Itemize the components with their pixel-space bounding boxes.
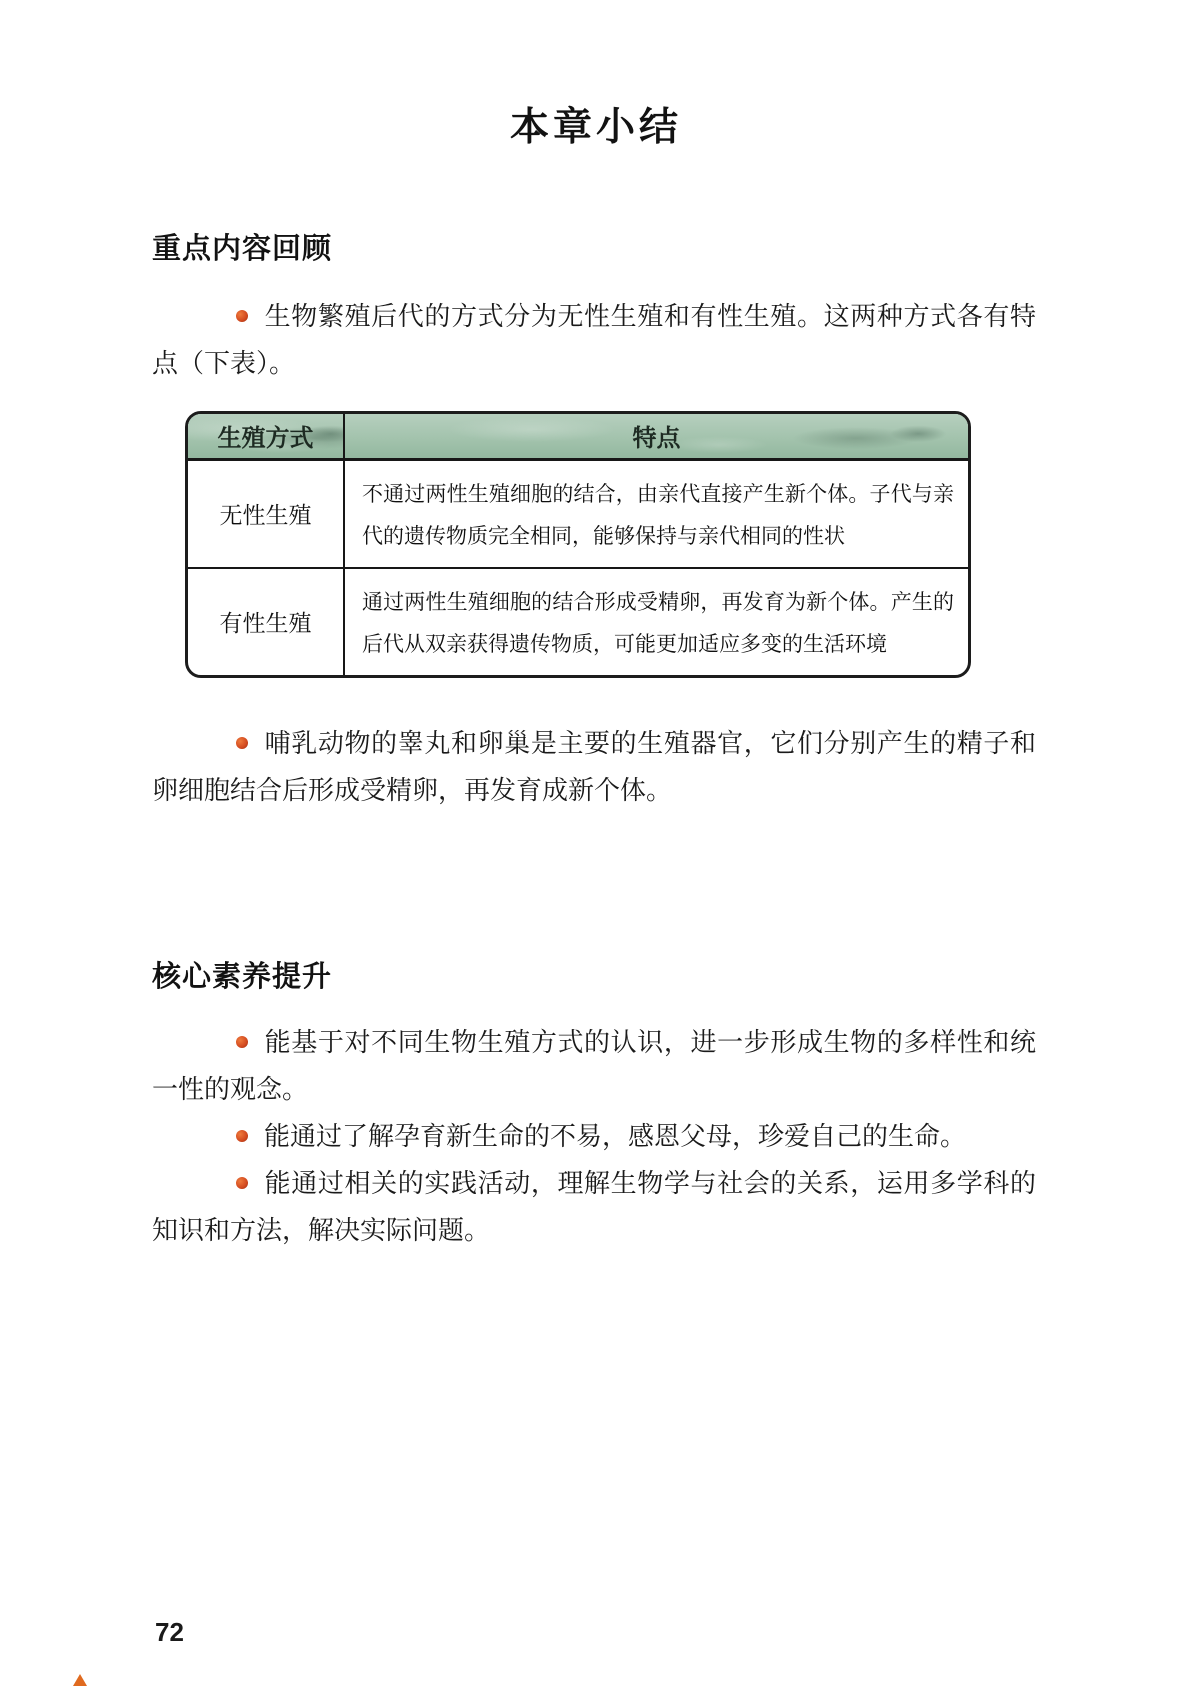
bullet-dot-icon	[236, 1177, 248, 1189]
reproduction-table-grid	[188, 414, 968, 675]
review-bullet-2-text: 哺乳动物的睾丸和卵巢是主要的生殖器官，它们分别产生的精子和卵细胞结合后形成受精卵，再发育成新个体。	[152, 728, 1036, 805]
competency-bullet-3	[152, 1160, 1036, 1254]
table-cell-feature-asexual: 不通过两性生殖细胞的结合，由亲代直接产生新个体。子代与亲代的遗传物质完全相同，能够保持与亲代相同的性状	[344, 459, 968, 568]
competency-bullet-1-text: 能基于对不同生物生殖方式的认识，进一步形成生物的多样性和统一性的观念。	[152, 1027, 1036, 1104]
table-row	[188, 568, 968, 675]
corner-mark	[70, 1674, 90, 1686]
review-bullet-2	[152, 720, 1036, 814]
review-section	[152, 226, 1040, 814]
table-cell-method-sexual: 有性生殖	[188, 568, 344, 675]
competency-section	[152, 954, 1040, 1254]
bullet-dot-icon	[236, 1036, 248, 1048]
bullet-dot-icon	[236, 737, 248, 749]
table-row	[188, 459, 968, 568]
competency-bullet-2-text: 能通过了解孕育新生命的不易，感恩父母，珍爱自己的生命。	[264, 1121, 967, 1151]
table-cell-method-asexual: 无性生殖	[188, 459, 344, 568]
page-number: 72	[155, 1617, 184, 1647]
reproduction-table	[185, 411, 971, 678]
table-header-feature: 特点	[344, 414, 968, 459]
table-header-method: 生殖方式	[188, 414, 344, 459]
bullet-dot-icon	[236, 1130, 248, 1142]
table-header-row	[188, 414, 968, 459]
competency-bullet-1	[152, 1019, 1036, 1113]
bullet-dot-icon	[236, 310, 248, 322]
table-cell-feature-sexual: 通过两性生殖细胞的结合形成受精卵，再发育为新个体。产生的后代从双亲获得遗传物质，可能更加适应多变的生活环境	[362, 589, 954, 656]
review-bullet-1-text: 生物繁殖后代的方式分为无性生殖和有性生殖。这两种方式各有特点（下表）。	[152, 302, 1036, 378]
competency-section-heading: 核心素养提升	[152, 960, 333, 993]
review-section-heading: 重点内容回顾	[152, 233, 333, 265]
review-bullet-1	[152, 293, 1036, 387]
page-title: 本章小结	[509, 106, 682, 149]
competency-bullet-2	[152, 1113, 1036, 1160]
competency-bullet-3-text: 能通过相关的实践活动，理解生物学与社会的关系，运用多学科的知识和方法，解决实际问题。	[152, 1168, 1036, 1245]
